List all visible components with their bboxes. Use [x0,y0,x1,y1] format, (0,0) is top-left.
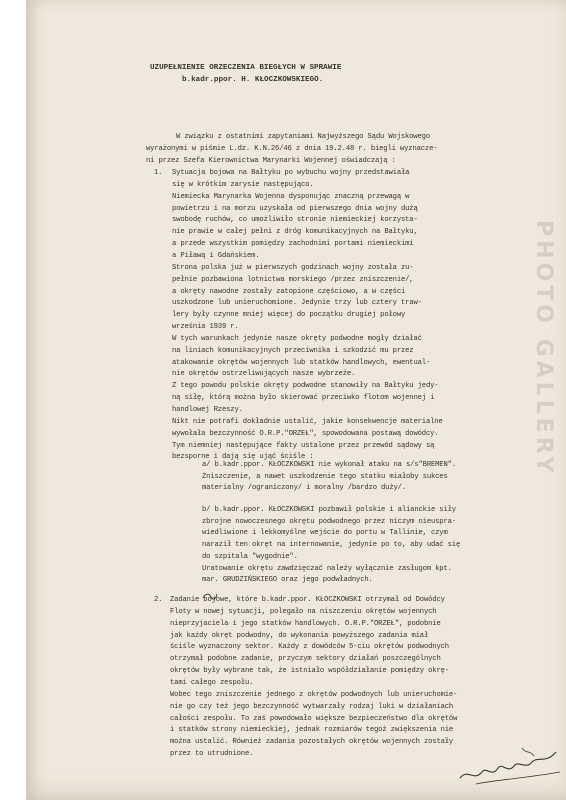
s1-line: wywołała bezczynność O.R.P."ORZEŁ", spowodowana postawą dowódcy. [172,429,439,438]
s1-line: się w krótkim zarysie następująco. [172,180,314,189]
intro-line: ni przez Szefa Kierownictwa Marynarki Wojennej oświadczają : [146,157,396,165]
s1-line: września 1939 r. [172,323,239,332]
s1-line: na liniach komunikacyjnych przeciwnika i szkodzić mu przez [172,346,414,355]
s1-line: atakowanie okrętów wojennych lub statków handlowych, ewentual- [172,358,431,367]
s1-line: W tych warunkach jedynie nasze okręty podwodne mogły działać [172,334,422,343]
s2-line: nie go czy też jego bezczynność wytwarzały rodzaj luki w działaniach [170,702,454,711]
handwritten-mark [202,592,218,600]
s1-line: a okręty nawodne zostały zatopione częściowo, a w części [172,287,406,296]
scan-border [0,0,28,800]
s1-line: Z tego powodu polskie okręty podwodne stanowiły na Bałtyku jedy- [172,382,439,391]
s2-line: nieprzyjaciela i jego statków handlowych. O.R.P."ORZEŁ", podobnie [170,619,441,628]
s1a-line: Zniszczenie, a nawet uszkodzenie tego statku miałoby sukces [202,472,448,481]
s1b-line: b/ b.kadr.ppor. KŁOCZKOWSKI pozbawił polskie i alianckie siły [202,506,456,514]
s2-line: można ustalić. Również zadania pozostałych okrętów wojennych zostały [170,738,454,747]
s1-line: bezsporne i dają się ująć ściśle : [172,453,314,462]
s1-line: powietrzu i na morzu uzyskała od pierwszego dnia wojny dużą [172,204,418,213]
s2-line: jak każdy okręt podwodny, do wykonania powyższego zadania miał [170,631,429,640]
s2-line: Zadanie bojowe, które b.kadr.ppor. KŁOCZKOWSKI otrzymał od Dowódcy [170,596,445,604]
s1-line: Niemiecka Marynarka Wojenna dysponując znaczną przewagą w [172,192,410,201]
s1-line: Nikt nie potrafi dokładnie ustalić, jakie konsekwencje materialne [172,417,443,426]
s2-line: Floty w nowej sytuacji, polegało na niszczeniu okrętów wojennych [170,607,437,616]
s2-line: przez to utrudnione. [170,750,254,759]
s2-line: otrzymał podobne zadanie, przyczym sektory działań poszczególnych [170,655,441,664]
s1b-line: do szpitala "wygodnie". [202,552,298,561]
s2-line: okrętów były wybrane tak, że istniało współdziałanie pomiędzy okrę- [170,667,449,676]
s1a-line: materialny /ograniczony/ i moralny /bardzo duży/. [202,484,406,493]
s1-line: swobodę ruchów, co umożliwiło stronie niemieckiej korzysta- [172,216,418,225]
s1b-line: zbrojne nowoczesnego okrętu podwodnego przez niczym nieuspra- [202,517,456,526]
s1b-line: wiedliwione i lekkomyślne wejście do portu w Tallinie, czym [202,529,448,538]
s1-line: nie prawie w całej pełni z dróg komunikacyjnych na Bałtyku, [172,228,418,237]
document-body [26,0,566,800]
s1a-line: a/ b.kadr.ppor. KŁOCZKOWSKI nie wykonał ataku na s/s"BREMEN". [202,461,456,469]
s1-line: uszkodzone lub unieruchomione. Jedynie trzy lub cztery traw- [172,299,422,308]
s2-line: tami całego zespołu. [170,678,254,687]
s1-line: Strona polska już w pierwszych godzinach wojny została zu- [172,263,414,272]
s2-line: całości zespołu. To zaś powodowało większe bezpieczeństwo dla okrętów [170,714,458,723]
document-page [26,0,566,800]
watermark-text: PHOTO GALLERY [531,220,556,477]
section-2-number: 2. [154,596,163,604]
title-line-1: UZUPEŁNIENIE ORZECZENIA BIEGŁYCH W SPRAWIE [150,64,342,72]
s1-line: ną siłę, którą można było skierować przeciwko flotom wojennej i [172,394,435,403]
s2-line: Wobec tego zniszczenie jednego z okrętów podwodnych lub unieruchomie- [170,690,458,699]
s2-line: ściśle wyznaczony sektor. Każdy z dowódców 5-ciu okrętów podwodnych [170,643,449,652]
title-line-2: b.kadr.ppor. H. KŁOCZKOWSKIEGO. [182,76,324,84]
s1-line: lery były czynne mniej więcej do początku drugiej połowy [172,311,406,320]
s1-line: pełnie pozbawiona lotnictwa morskiego /przez zniszczenie/, [172,275,414,284]
intro-line: wyrażonymi w piśmie L.dz. K.N.26/46 z dnia 19.2.48 r. biegli wyznacze- [146,145,438,153]
s1b-line: Uratowanie okrętu zawdzięczać należy wyłącznie zasługom kpt. [202,564,452,573]
handwritten-signature [456,738,566,788]
s1-line: a Piławą i Gdańskiem. [172,251,260,260]
s1-line: handlowej Rzeszy. [172,406,243,414]
s1-line: Tym niemniej następujące fakty ustalone przez przewód sądowy są [172,441,435,450]
s1-line: nie okrętów ostrzeliwujących nasze wybrzeże. [172,370,356,379]
s2-line: i statków strony niemieckiej, jednak rozmiarów tegoż zwiększenia nie [170,726,454,735]
intro-line: W związku z ostatnimi zapytaniami Najwyższego Sądu Wojskowego [176,133,430,141]
s1b-line: naraził ten okręt na internowanie, jedynie po to, aby udać się [202,541,461,550]
s1-line: a przede wszystkim pomiędzy zachodnimi portami niemieckimi [172,240,414,249]
section-1-number: 1. [154,169,163,177]
s1-line: Sytuacja bojowa na Bałtyku po wybuchu wojny przedstawiała [172,169,410,177]
s1b-line: mar. GRUDZIŃSKIEGO oraz jego podwładnych. [202,576,373,585]
